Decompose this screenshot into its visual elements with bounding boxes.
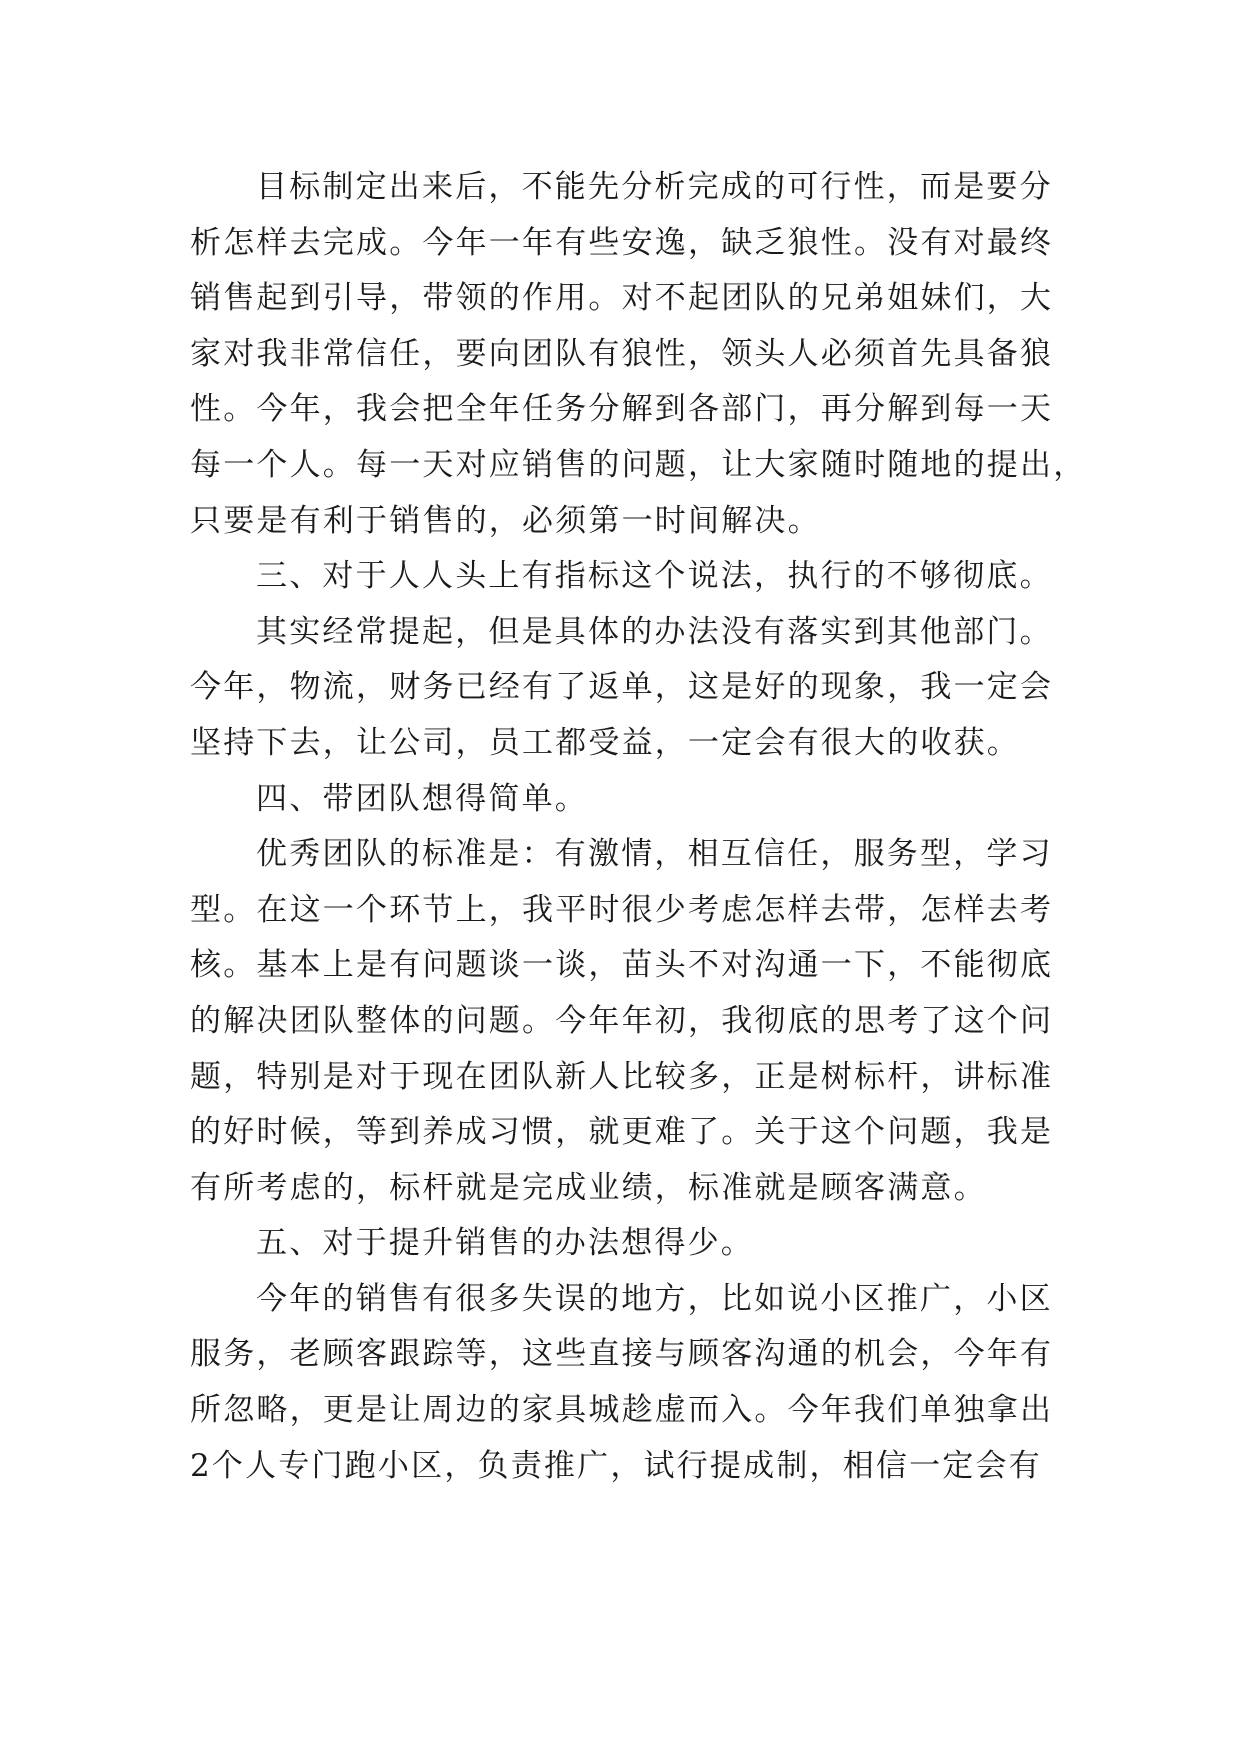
text-line: 型。在这一个环节上，我平时很少考虑怎样去带，怎样去考 (190, 891, 1054, 928)
text-line: 销售起到引导，带领的作用。对不起团队的兄弟姐妹们，大 (190, 280, 1054, 317)
text-line: 优秀团队的标准是：有激情，相互信任，服务型，学习 (256, 836, 1053, 873)
text-line: 每一个人。每一天对应销售的问题，让大家随时随地的提出， (190, 446, 1087, 483)
text-line: 所忽略，更是让周边的家具城趁虚而入。今年我们单独拿出 (190, 1392, 1054, 1429)
text-line: 只要是有利于销售的，必须第一时间解决。 (190, 502, 821, 539)
body-text (190, 160, 1087, 1494)
text-line: 题，特别是对于现在团队新人比较多，正是树标杆，讲标准 (190, 1058, 1054, 1095)
text-line: 2个人专门跑小区，负责推广，试行提成制，相信一定会有 (190, 1447, 1042, 1484)
text-line: 其实经常提起，但是具体的办法没有落实到其他部门。 (256, 613, 1053, 650)
text-line: 的解决团队整体的问题。今年年初，我彻底的思考了这个问 (190, 1002, 1054, 1039)
section-heading: 四、带团队想得简单。 (256, 780, 588, 817)
text-line: 今年，物流，财务已经有了返单，这是好的现象，我一定会 (190, 669, 1054, 706)
section-heading: 五、对于提升销售的办法想得少。 (256, 1225, 754, 1262)
text-line: 家对我非常信任，要向团队有狼性，领头人必须首先具备狼 (190, 335, 1054, 372)
text-line: 的好时候，等到养成习惯，就更难了。关于这个问题，我是 (190, 1114, 1054, 1151)
text-line: 有所考虑的，标杆就是完成业绩，标准就是顾客满意。 (190, 1169, 987, 1206)
text-line: 坚持下去，让公司，员工都受益，一定会有很大的收获。 (190, 724, 1020, 761)
text-line: 服务，老顾客跟踪等，这些直接与顾客沟通的机会，今年有 (190, 1336, 1054, 1373)
text-line: 性。今年，我会把全年任务分解到各部门，再分解到每一天 (190, 391, 1054, 428)
text-line: 析怎样去完成。今年一年有些安逸，缺乏狼性。没有对最终 (190, 224, 1054, 261)
section-heading: 三、对于人人头上有指标这个说法，执行的不够彻底。 (256, 558, 1053, 595)
text-line: 目标制定出来后，不能先分析完成的可行性，而是要分 (256, 169, 1053, 205)
text-line: 今年的销售有很多失误的地方，比如说小区推广，小区 (256, 1280, 1053, 1317)
text-line: 核。基本上是有问题谈一谈，苗头不对沟通一下，不能彻底 (190, 947, 1054, 984)
